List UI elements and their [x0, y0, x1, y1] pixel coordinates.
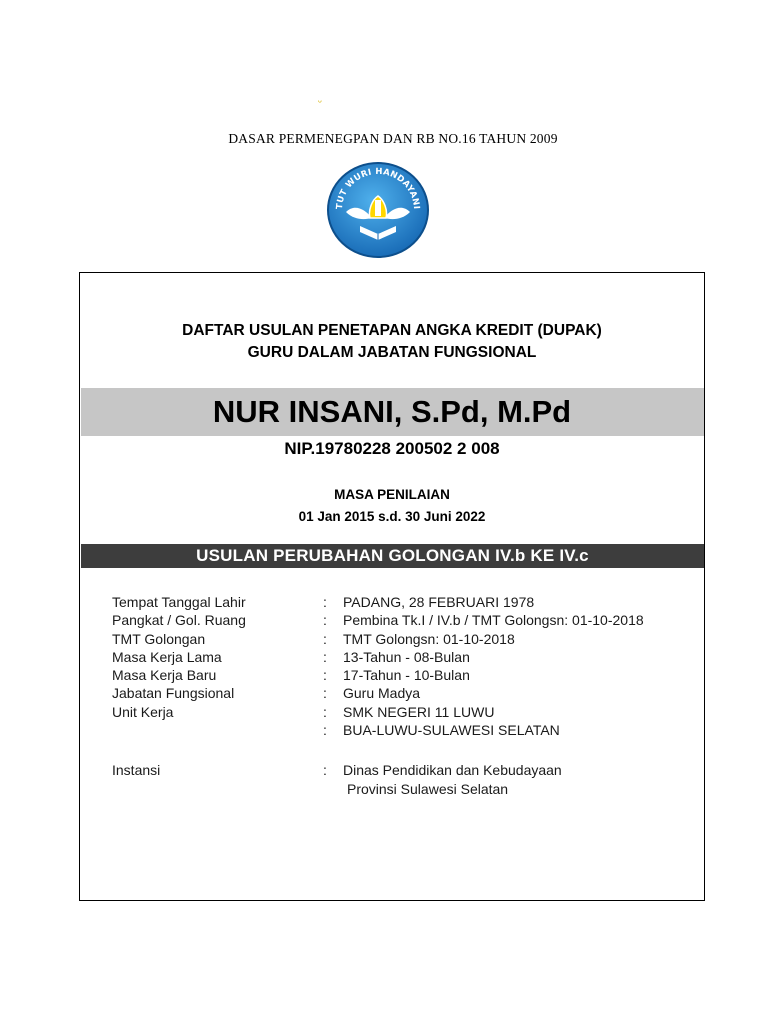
info-value: 13-Tahun - 08-Bulan [343, 648, 470, 665]
tut-wuri-handayani-logo-icon [324, 160, 432, 260]
info-label: Instansi [112, 762, 161, 779]
info-separator: : [323, 612, 327, 629]
info-separator: : [323, 594, 327, 610]
info-row-rank [112, 611, 702, 629]
info-label: Masa Kerja Baru [112, 667, 217, 684]
info-separator: : [323, 722, 327, 739]
info-label: Jabatan Fungsional [112, 685, 235, 702]
info-separator: : [323, 667, 327, 684]
period-label: MASA PENILAIAN [334, 487, 450, 502]
person-nip: NIP.19780228 200502 2 008 [284, 439, 500, 458]
decorative-mark: ᵕ [318, 97, 322, 108]
legal-basis-heading: DASAR PERMENEGPAN DAN RB NO.16 TAHUN 2009 [228, 131, 558, 146]
title-line-2: GURU DALAM JABATAN FUNGSIONAL [247, 344, 537, 361]
info-value: SMK NEGERI 11 LUWU [343, 703, 495, 720]
info-value: Dinas Pendidikan dan Kebudayaan [343, 762, 562, 779]
info-row-unit-location [112, 721, 702, 739]
info-value: BUA-LUWU-SULAWESI SELATAN [343, 722, 560, 739]
info-row-unit [112, 703, 702, 721]
info-row-spacer [112, 739, 702, 761]
title-line-1: DAFTAR USULAN PENETAPAN ANGKA KREDIT (DUPAK) [182, 322, 602, 339]
info-label: Pangkat / Gol. Ruang [112, 612, 246, 629]
info-separator: : [323, 762, 327, 779]
info-value: TMT Golongsn: 01-10-2018 [343, 630, 515, 647]
info-label: Unit Kerja [112, 703, 174, 720]
person-name: NUR INSANI, S.Pd, M.Pd [212, 394, 572, 429]
info-label: Tempat Tanggal Lahir [112, 594, 246, 610]
proposal-band: USULAN PERUBAHAN GOLONGAN IV.b KE IV.c [81, 544, 704, 568]
info-separator: : [323, 630, 327, 647]
info-row-tmt [112, 630, 702, 648]
info-table [112, 593, 702, 798]
info-value: 17-Tahun - 10-Bulan [343, 667, 470, 684]
info-value: Pembina Tk.I / IV.b / TMT Golongsn: 01-10-2018 [343, 612, 644, 629]
info-row-new-tenure [112, 666, 702, 684]
info-separator: : [323, 703, 327, 720]
info-row-agency [112, 761, 702, 779]
info-row-agency-province [112, 780, 702, 798]
cover-box [79, 272, 705, 901]
info-separator: : [323, 685, 327, 702]
svg-text:TUT WURI HANDAYANI: TUT WURI HANDAYANI [334, 166, 422, 210]
info-row-old-tenure [112, 648, 702, 666]
info-separator: : [323, 648, 327, 665]
info-value: Guru Madya [343, 685, 421, 702]
info-label: TMT Golongan [112, 630, 206, 647]
info-value: PADANG, 28 FEBRUARI 1978 [343, 594, 535, 610]
period-range: 01 Jan 2015 s.d. 30 Juni 2022 [298, 509, 486, 524]
info-row-birth [112, 593, 702, 611]
info-row-position [112, 684, 702, 702]
info-label: Masa Kerja Lama [112, 648, 222, 665]
info-value: Provinsi Sulawesi Selatan [347, 780, 509, 797]
